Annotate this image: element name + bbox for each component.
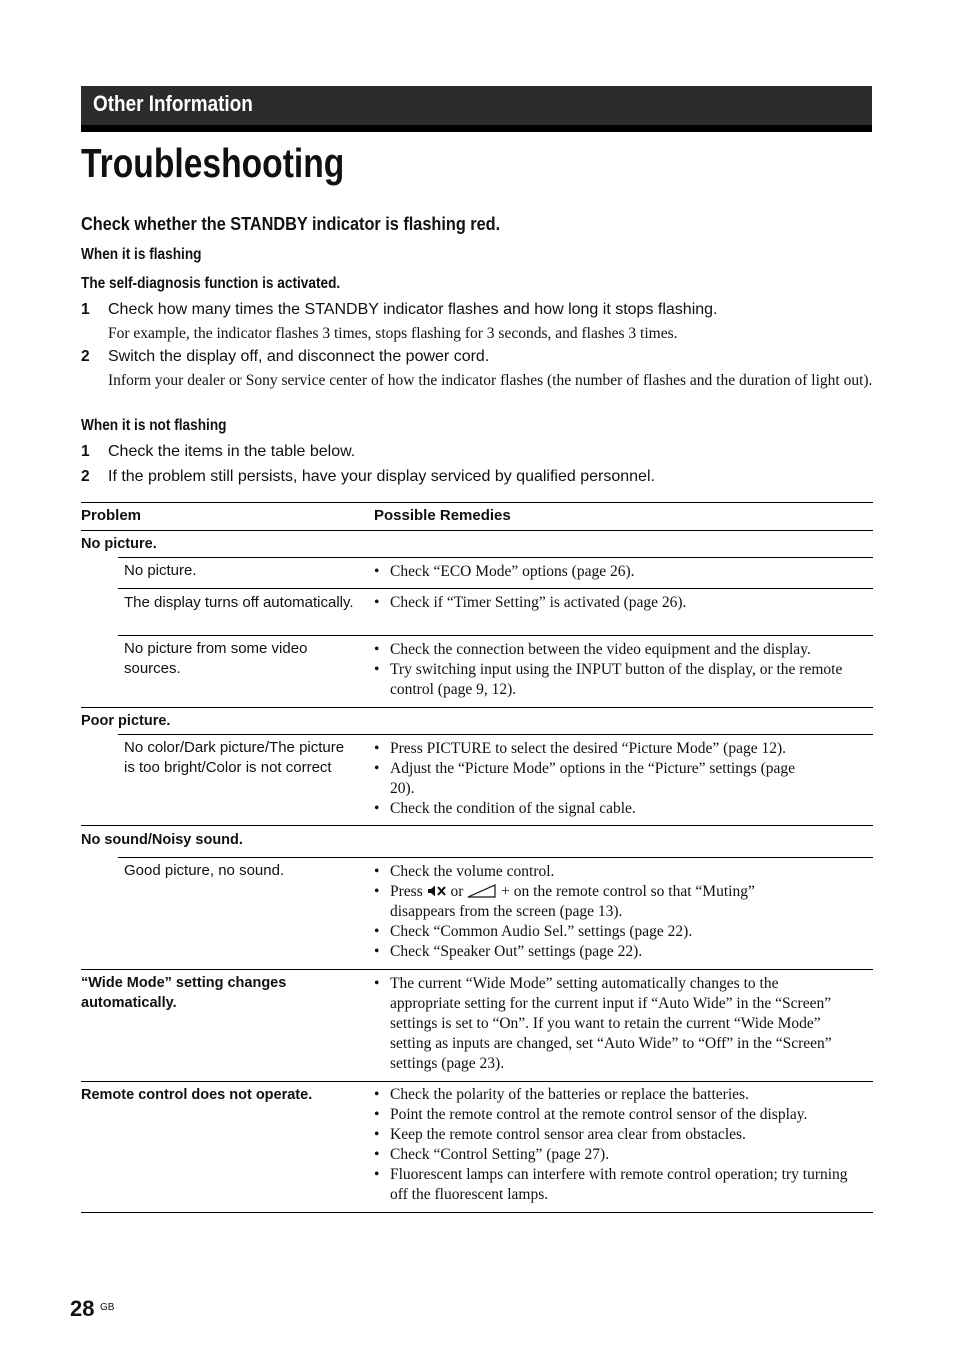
row-divider xyxy=(81,1081,873,1082)
row-divider xyxy=(118,857,873,858)
row-divider xyxy=(81,969,873,970)
remedy-item: • The current “Wide Mode” setting automatically changes to the appropriate setting for the current input if “Auto Wide” in the “Screen” settings is set to “On”. If you want to retain the current “Wide Mode” setting as inputs are changed, set “Auto Wide” to “Off” in the “Screen” settings (page 23). xyxy=(374,974,840,1074)
remedy-item: • Check the polarity of the batteries or replace the batteries. xyxy=(374,1085,873,1105)
remedy-list xyxy=(374,562,873,582)
flashing-step-2-detail: Inform your dealer or Sony service center of how the indicator flashes (the number of flashes and the duration of light out). xyxy=(108,372,873,389)
remedy-item: • Check “Common Audio Sel.” settings (page 22). xyxy=(374,922,873,942)
problem-cell: No color/Dark picture/The picture is too bright/Color is not correct xyxy=(124,739,345,776)
row-divider xyxy=(81,707,873,708)
flashing-heading: When it is flashing xyxy=(81,246,202,263)
not-flashing-step-2-text: If the problem still persists, have your display serviced by qualified personnel. xyxy=(108,468,655,485)
section-label: Other Information xyxy=(93,91,253,116)
remedy-item: • Check “Speaker Out” settings (page 22). xyxy=(374,942,873,962)
page-title: Troubleshooting xyxy=(81,140,345,186)
category-wide-mode: “Wide Mode” setting changes automatically. xyxy=(81,975,287,1011)
flashing-step-1-text: Check how many times the STANDBY indicator flashes and how long it stops flashing. xyxy=(108,301,718,318)
remedy-item: • Check “Control Setting” (page 27). xyxy=(374,1145,873,1165)
problem-cell: No picture from some video sources. xyxy=(124,640,308,677)
row-divider xyxy=(118,635,873,636)
category-poor-picture: Poor picture. xyxy=(81,713,171,729)
remedy-text: + on the remote control so that “Muting” disappears from the screen (page 13). xyxy=(390,883,755,920)
remedy-list xyxy=(374,1085,873,1205)
category-no-picture: No picture. xyxy=(81,536,157,552)
row-divider xyxy=(118,734,873,735)
remedy-list xyxy=(374,974,873,1074)
problem-column-header: Problem xyxy=(81,507,142,524)
table-top-rule xyxy=(81,502,873,503)
flashing-step-1-detail: For example, the indicator flashes 3 times, stops flashing for 3 seconds, and flashes 3 times. xyxy=(108,325,678,342)
not-flashing-step-1-text: Check the items in the table below. xyxy=(108,443,356,460)
flashing-step-2-text: Switch the display off, and disconnect the power cord. xyxy=(108,348,490,365)
remedy-item xyxy=(374,882,800,922)
category-no-sound: No sound/Noisy sound. xyxy=(81,832,243,848)
remedy-item: • Check “ECO Mode” options (page 26). xyxy=(374,562,873,582)
remedy-text: or xyxy=(446,883,468,900)
remedy-item: • Check the connection between the video equipment and the display. xyxy=(374,640,873,660)
table-bottom-rule xyxy=(81,1212,873,1213)
page-region-code: GB xyxy=(100,1302,115,1313)
remedy-item: • Check if “Timer Setting” is activated (page 26). xyxy=(374,593,873,613)
remedy-list xyxy=(374,862,873,962)
self-diagnosis-heading: The self-diagnosis function is activated. xyxy=(81,275,341,292)
remedies-column-header: Possible Remedies xyxy=(374,507,511,524)
page-number: 28 xyxy=(70,1296,95,1321)
not-flashing-step-1-number: 1 xyxy=(81,443,90,460)
row-divider xyxy=(118,557,873,558)
problem-cell: No picture. xyxy=(124,562,197,579)
volume-icon xyxy=(467,884,497,898)
category-remote-control: Remote control does not operate. xyxy=(81,1087,313,1103)
remedy-item: • Check the condition of the signal cable. xyxy=(374,799,873,819)
remedy-list xyxy=(374,739,873,819)
section-header-rule xyxy=(81,125,872,132)
remedy-item: • Adjust the “Picture Mode” options in the “Picture” settings (page 20). xyxy=(374,759,810,799)
table-header-rule xyxy=(81,530,873,531)
remedy-list xyxy=(374,640,873,700)
remedy-item: • Point the remote control at the remote control sensor of the display. xyxy=(374,1105,873,1125)
remedy-item: • Press PICTURE to select the desired “Picture Mode” (page 12). xyxy=(374,739,873,759)
remedy-item: • Keep the remote control sensor area clear from obstacles. xyxy=(374,1125,873,1145)
flashing-step-2-number: 2 xyxy=(81,348,90,365)
standby-check-heading: Check whether the STANDBY indicator is flashing red. xyxy=(81,213,501,234)
not-flashing-heading: When it is not flashing xyxy=(81,417,227,434)
row-divider xyxy=(118,588,873,589)
problem-cell: Good picture, no sound. xyxy=(124,862,285,879)
remedy-text: Press xyxy=(390,883,427,900)
remedy-item: • Try switching input using the INPUT button of the display, or the remote control (page 9, 12). xyxy=(374,660,873,700)
row-divider xyxy=(81,825,873,826)
remedy-item: • Check the volume control. xyxy=(374,862,873,882)
problem-cell: The display turns off automatically. xyxy=(124,594,354,611)
remedy-item: • Fluorescent lamps can interfere with remote control operation; try turning off the fluorescent lamps. xyxy=(374,1165,850,1205)
not-flashing-step-2-number: 2 xyxy=(81,468,90,485)
muting-icon xyxy=(427,884,447,898)
flashing-step-1-number: 1 xyxy=(81,301,90,318)
remedy-list xyxy=(374,593,873,613)
